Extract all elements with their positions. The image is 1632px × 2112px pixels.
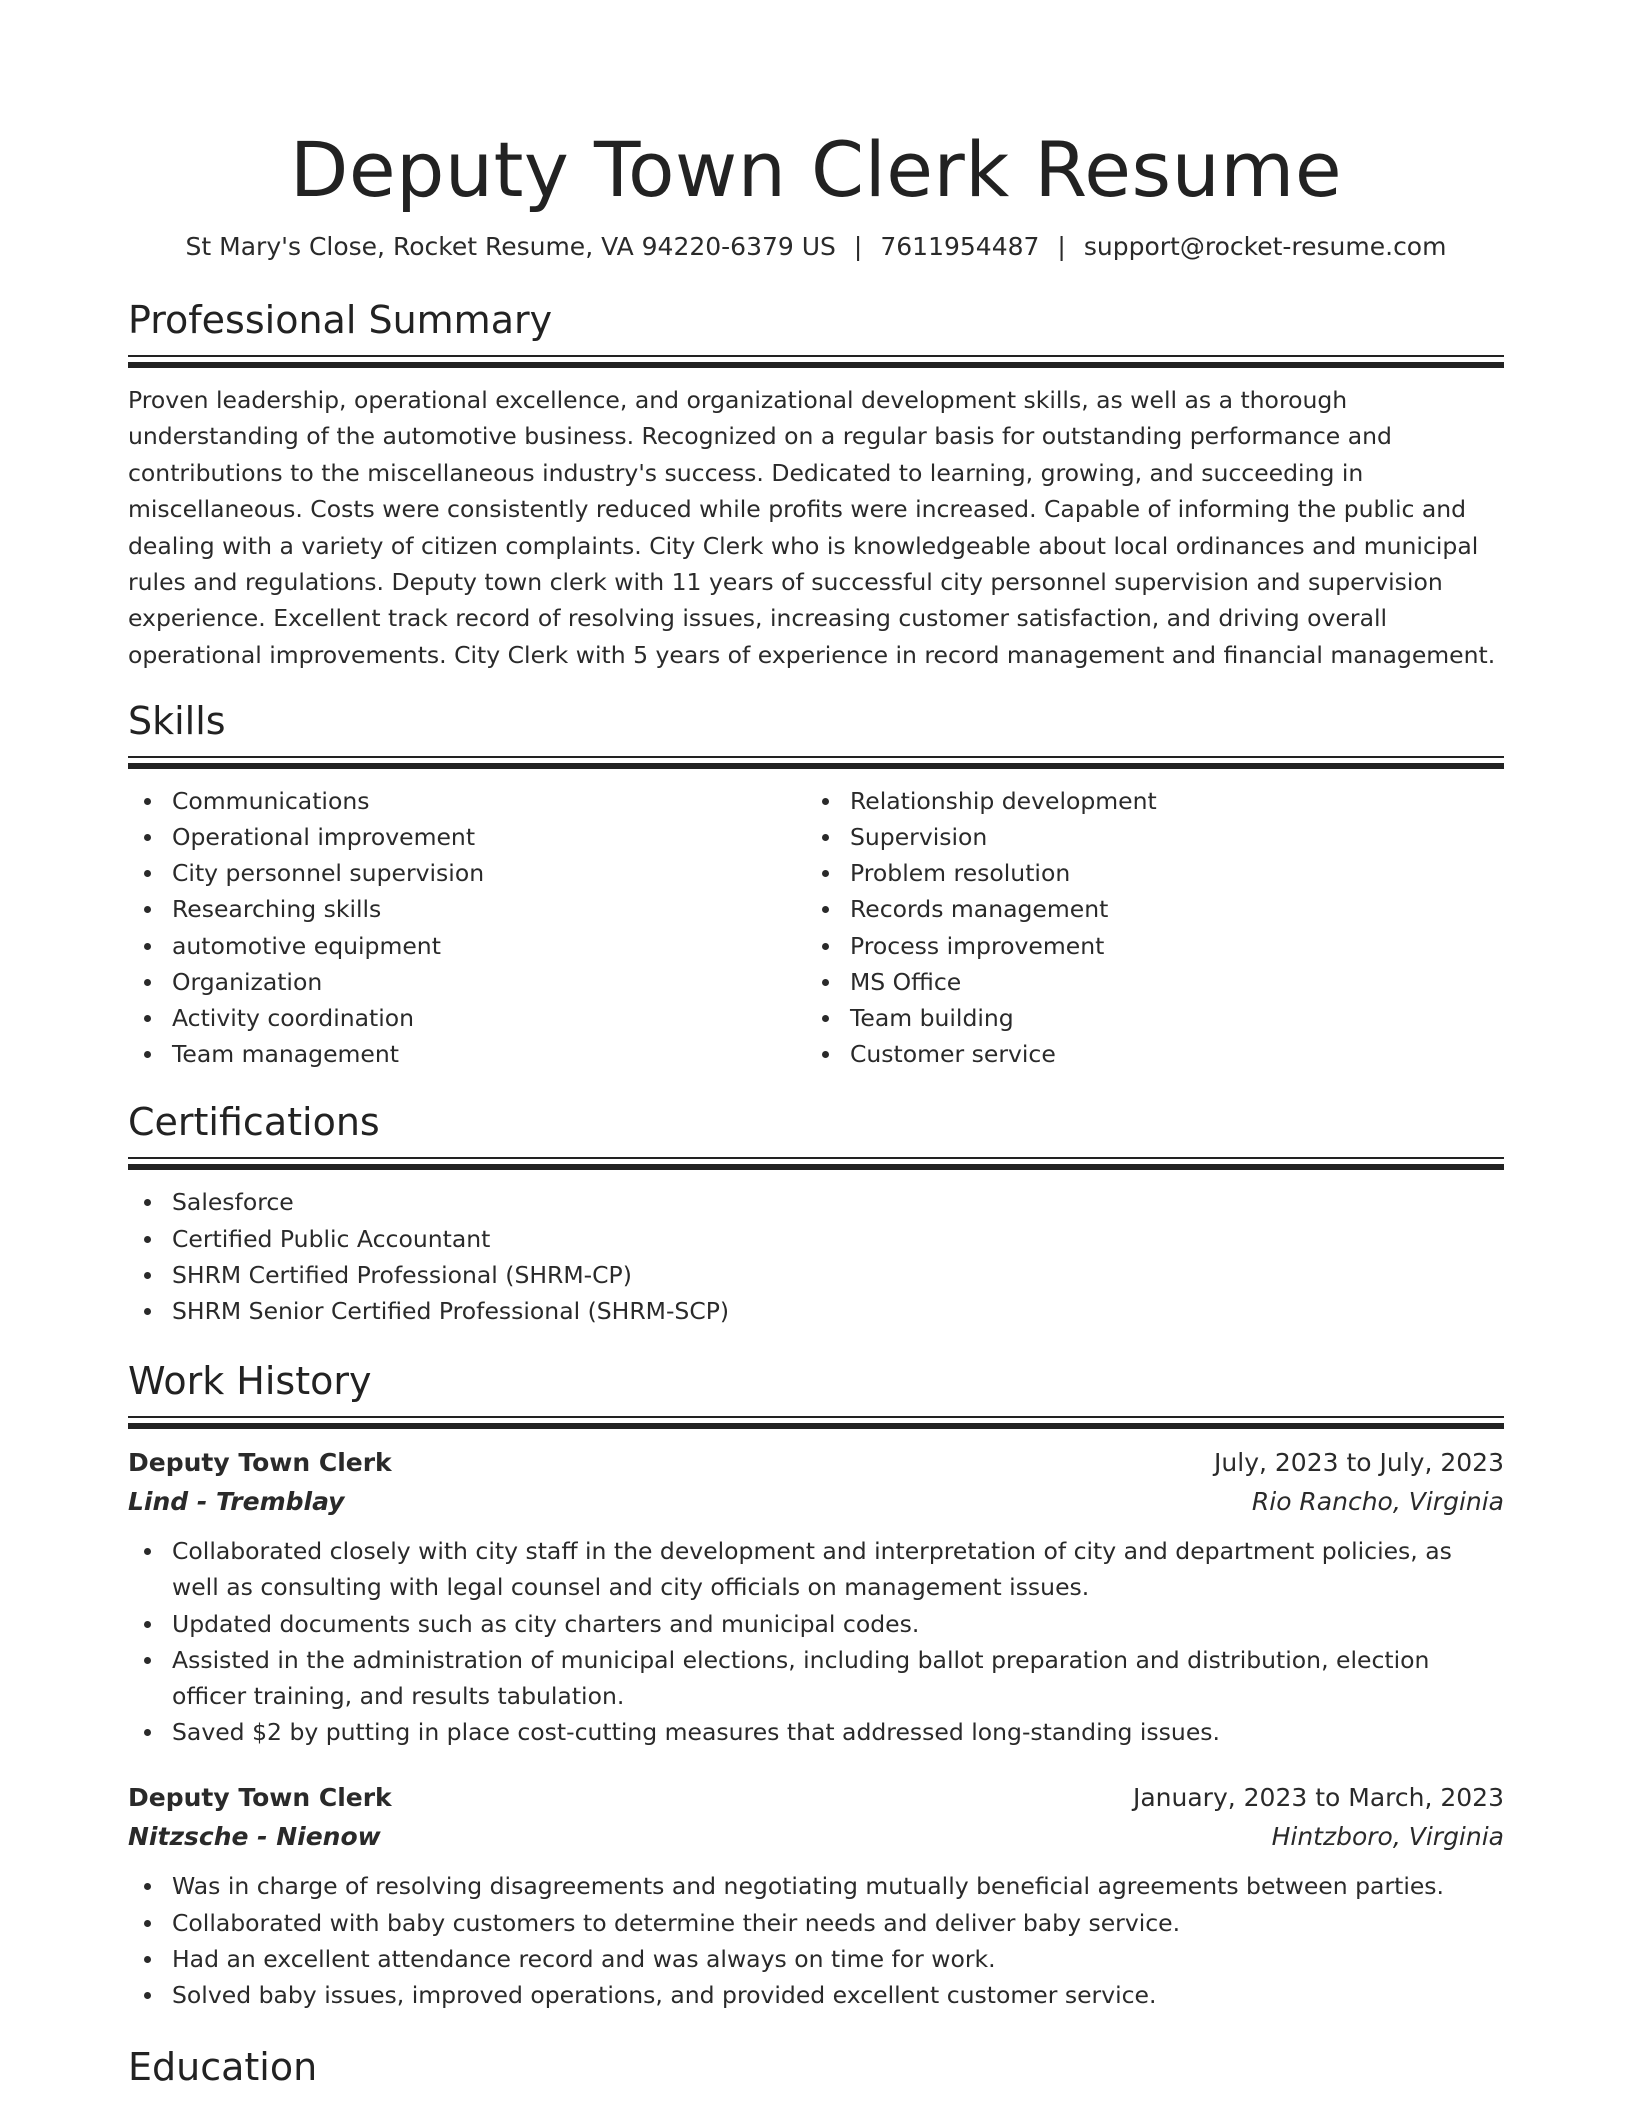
skill-item: Operational improvement	[128, 819, 806, 855]
skill-item: Relationship development	[806, 783, 1484, 819]
summary-section	[128, 296, 1504, 673]
education-section	[128, 2043, 1504, 2091]
skill-item: Problem resolution	[806, 855, 1484, 891]
contact-email: support@rocket-resume.com	[1083, 232, 1447, 261]
job-header-row	[128, 1443, 1504, 1482]
skill-item: MS Office	[806, 964, 1484, 1000]
skills-column-left	[128, 783, 806, 1073]
skills-column-right	[806, 783, 1484, 1073]
job-bullets	[128, 1533, 1504, 1750]
skill-item: Customer service	[806, 1036, 1484, 1072]
job-company: Lind - Tremblay	[128, 1487, 345, 1517]
summary-heading: Professional Summary	[128, 298, 553, 342]
skill-item: Communications	[128, 783, 806, 819]
section-divider-thick	[128, 1423, 1504, 1429]
job-bullet: Updated documents such as city charters and municipal codes.	[128, 1606, 1504, 1642]
education-heading: Education	[128, 2045, 318, 2090]
skill-item: Team management	[128, 1036, 806, 1072]
section-divider-thick	[128, 362, 1504, 368]
contact-separator: |	[853, 232, 863, 261]
skill-item: City personnel supervision	[128, 855, 806, 891]
skill-item: Team building	[806, 1000, 1484, 1036]
section-divider-thin	[128, 1157, 1504, 1159]
work-history-heading: Work History	[128, 1359, 372, 1404]
job-title: Deputy Town Clerk	[128, 1783, 392, 1813]
job-title: Deputy Town Clerk	[128, 1448, 392, 1478]
contact-address: St Mary's Close, Rocket Resume, VA 94220-6379 US	[185, 232, 836, 261]
job-bullet: Solved baby issues, improved operations, and provided excellent customer service.	[128, 1977, 1504, 2013]
job-dates: July, 2023 to July, 2023	[1214, 1448, 1504, 1478]
job-company-row	[128, 1482, 1504, 1521]
skill-item: Activity coordination	[128, 1000, 806, 1036]
skill-item: Researching skills	[128, 891, 806, 927]
section-divider-thick	[128, 1164, 1504, 1170]
work-history-section	[128, 1357, 1504, 2013]
job-location: Hintzboro, Virginia	[1271, 1822, 1504, 1852]
skills-heading: Skills	[128, 698, 226, 743]
job-entry	[128, 1443, 1504, 1750]
certification-item: SHRM Certified Professional (SHRM-CP)	[128, 1257, 1504, 1293]
job-bullet: Saved $2 by putting in place cost-cutting measures that addressed long-standing issues.	[128, 1714, 1504, 1750]
contact-separator: |	[1057, 232, 1066, 261]
job-bullet: Had an excellent attendance record and was always on time for work.	[128, 1941, 1504, 1977]
certifications-section	[128, 1098, 1504, 1329]
job-bullets	[128, 1868, 1504, 2013]
job-bullet: Assisted in the administration of municipal elections, including ballot preparation and distribution, election officer training, and results tabulation.	[128, 1642, 1504, 1714]
skill-item: Organization	[128, 964, 806, 1000]
certification-item: SHRM Senior Certified Professional (SHRM-SCP)	[128, 1293, 1504, 1329]
skills-grid	[128, 783, 1504, 1073]
section-divider-thin	[128, 355, 1504, 357]
contact-line	[128, 230, 1504, 264]
skills-section	[128, 697, 1504, 1073]
resume-title: Deputy Town Clerk Resume	[289, 125, 1343, 214]
job-dates: January, 2023 to March, 2023	[1132, 1783, 1504, 1813]
job-bullet: Collaborated closely with city staff in the development and interpretation of city and department policies, as well as consulting with legal counsel and city officials on management issues.	[128, 1533, 1504, 1605]
job-company-row	[128, 1817, 1504, 1856]
skill-item: Process improvement	[806, 928, 1484, 964]
job-location: Rio Rancho, Virginia	[1251, 1487, 1504, 1517]
section-divider-thick	[128, 763, 1504, 769]
job-bullet: Was in charge of resolving disagreements and negotiating mutually beneficial agreements between parties.	[128, 1868, 1504, 1904]
certification-item: Certified Public Accountant	[128, 1221, 1504, 1257]
section-divider-thin	[128, 1416, 1504, 1418]
skill-item: Records management	[806, 891, 1484, 927]
job-entry	[128, 1778, 1504, 2013]
certification-item: Salesforce	[128, 1184, 1504, 1220]
skill-item: automotive equipment	[128, 928, 806, 964]
contact-phone: 7611954487	[880, 232, 1040, 261]
certifications-heading: Certifications	[128, 1100, 380, 1145]
certifications-list	[128, 1184, 1504, 1329]
job-bullet: Collaborated with baby customers to determine their needs and deliver baby service.	[128, 1905, 1504, 1941]
section-divider-thin	[128, 756, 1504, 758]
job-header-row	[128, 1778, 1504, 1817]
skill-item: Supervision	[806, 819, 1484, 855]
job-company: Nitzsche - Nienow	[128, 1822, 381, 1852]
summary-text: Proven leadership, operational excellence, and organizational development skills, as well as a thorough understanding of the automotive business. Recognized on a regular basis for outstanding performance and contributions to the miscellaneous industry's success. Dedicated to learning, growing, and succeeding in miscellaneous. Costs were consistently reduced while profits were increased. Capable of informing the public and dealing with a variety of citizen complaints. City Clerk who is knowledgeable about local ordinances and municipal rules and regulations. Deputy town clerk with 11 years of successful city personnel supervision and supervision experience. Excellent track record of resolving issues, increasing customer satisfaction, and driving overall operational improvements. City Clerk with 5 years of experience in record management and financial management.	[128, 386, 1496, 669]
